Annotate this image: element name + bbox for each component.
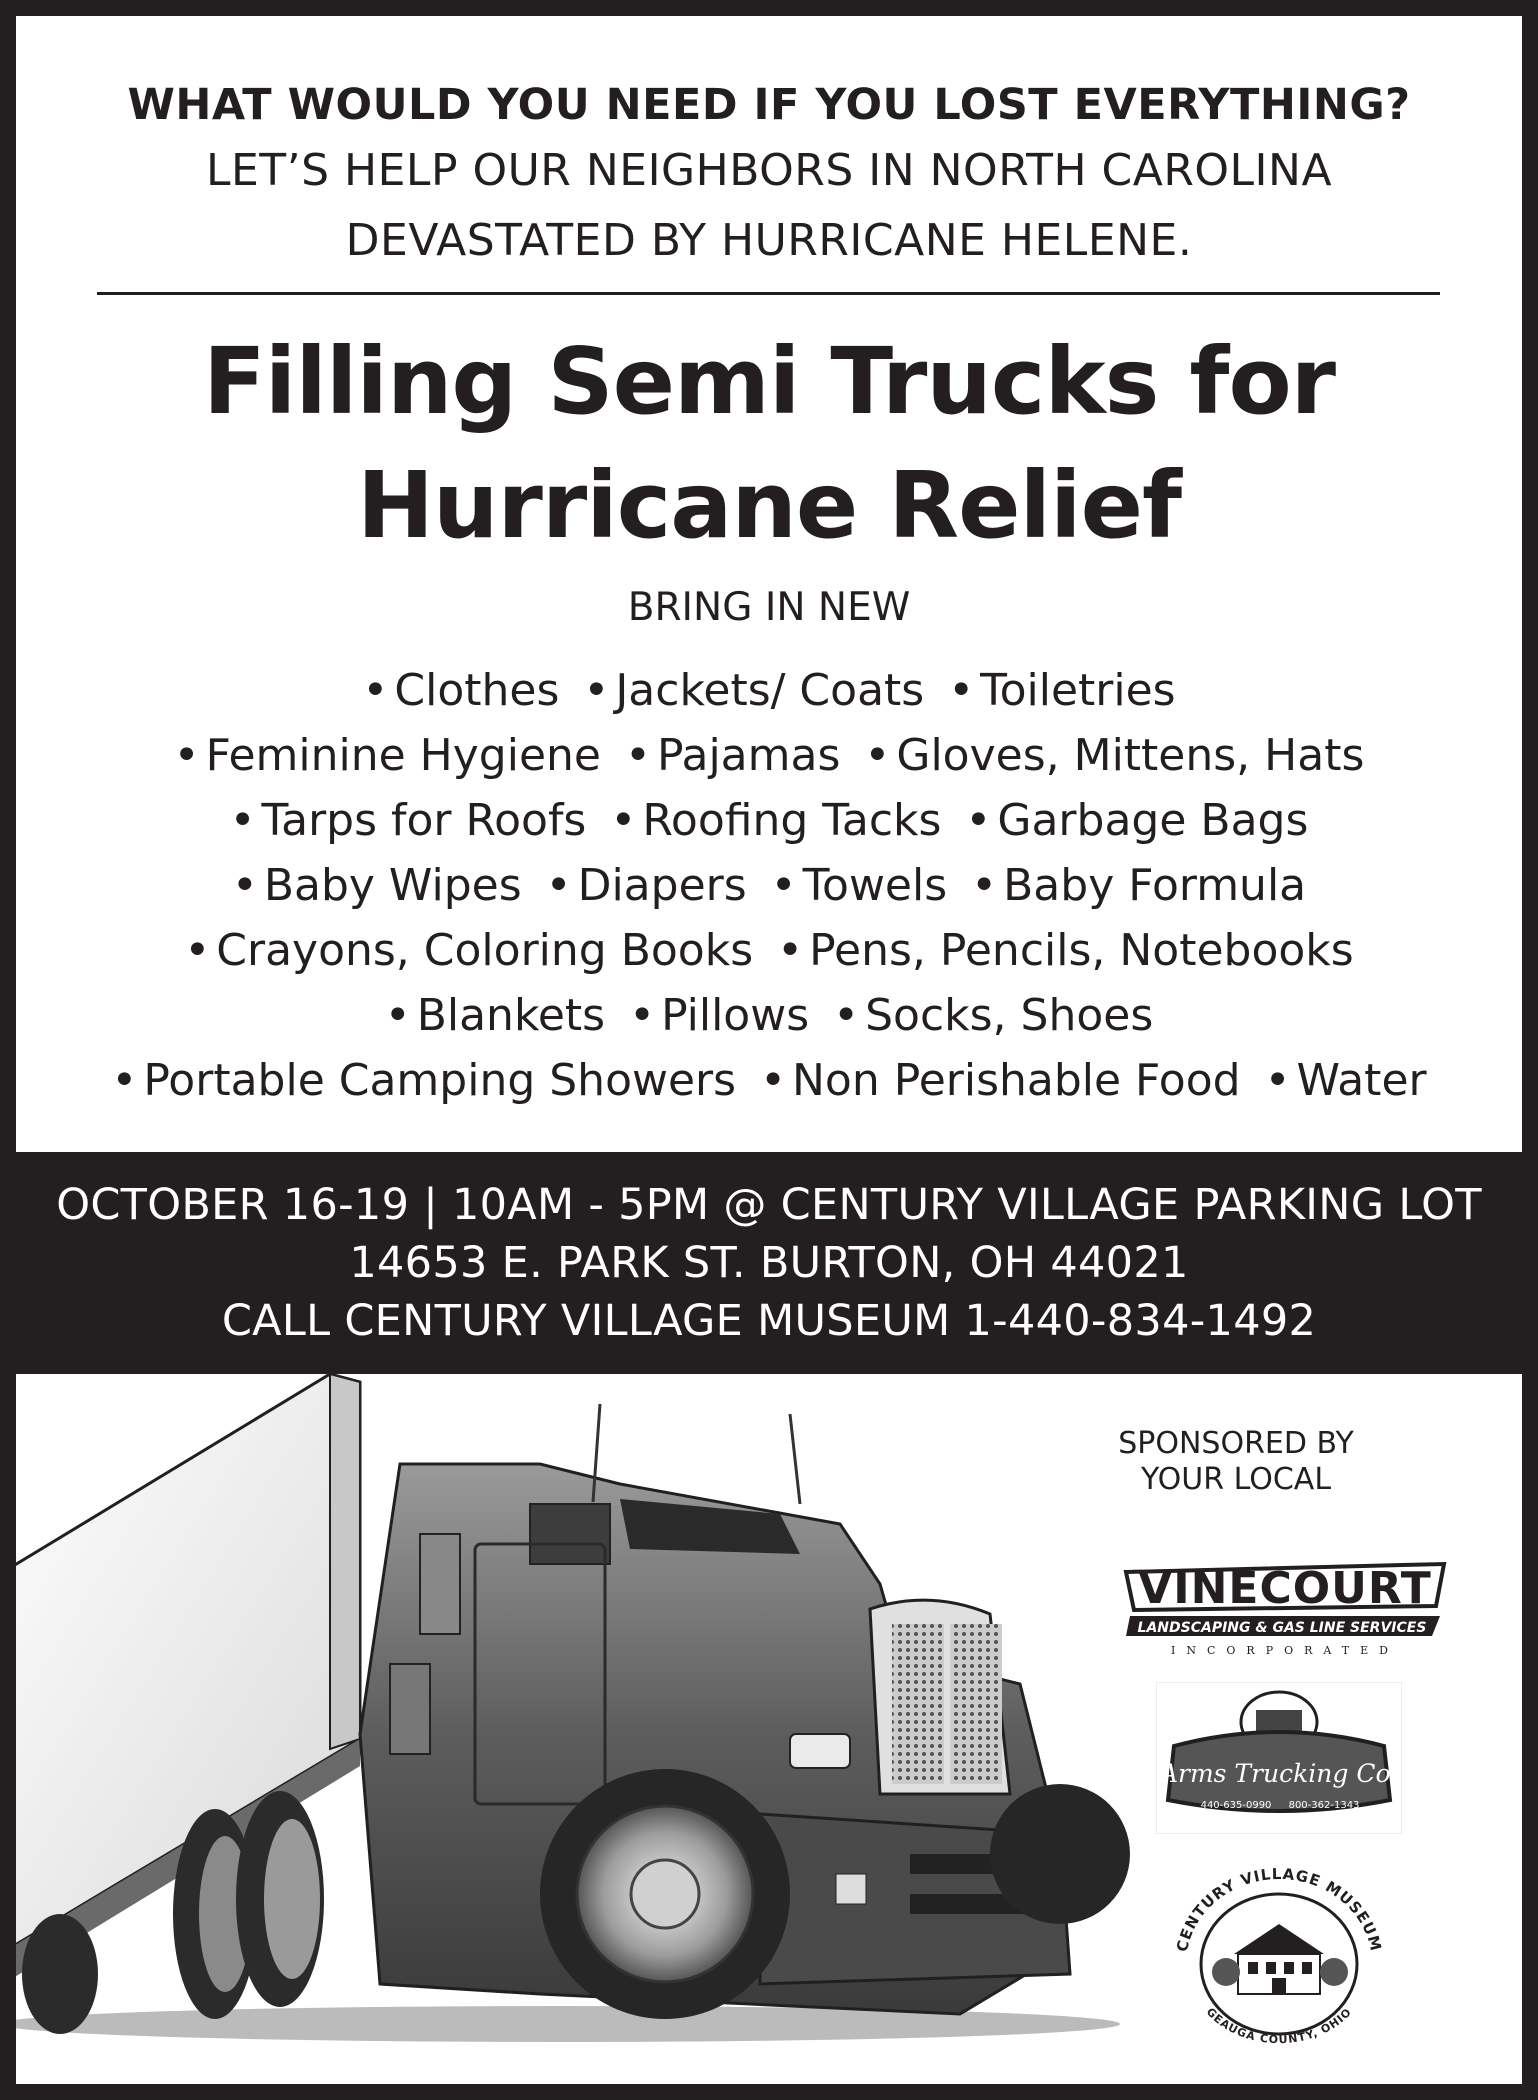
arms-phone-1: 440-635-0990 bbox=[1200, 1800, 1272, 1811]
list-item: • Gloves, Mittens, Hats bbox=[864, 723, 1364, 788]
list-item: • Baby Wipes bbox=[232, 853, 522, 918]
truck-icon bbox=[1256, 1710, 1302, 1732]
list-item: • Baby Formula bbox=[971, 853, 1306, 918]
event-address: 14653 E. PARK ST. BURTON, OH 44021 bbox=[349, 1238, 1189, 1288]
bottom-panel bbox=[16, 1374, 1522, 2084]
list-line bbox=[0, 723, 1538, 788]
list-item: • Toiletries bbox=[948, 658, 1175, 723]
list-line bbox=[0, 918, 1538, 983]
headline-question: WHAT WOULD YOU NEED IF YOU LOST EVERYTHING? bbox=[127, 80, 1411, 130]
page-title bbox=[0, 320, 1538, 568]
arms-phone-2: 800-362-1343 bbox=[1288, 1800, 1360, 1811]
list-item: • Crayons, Coloring Books bbox=[184, 918, 753, 983]
list-item: • Pillows bbox=[629, 983, 809, 1048]
arms-trucking-name: Arms Trucking Co. bbox=[1159, 1759, 1399, 1788]
list-line bbox=[0, 788, 1538, 853]
event-phone: CALL CENTURY VILLAGE MUSEUM 1-440-834-1492 bbox=[221, 1296, 1317, 1346]
sponsor-label bbox=[1106, 1426, 1366, 1498]
sponsor-line-1: SPONSORED BY bbox=[1118, 1426, 1354, 1461]
list-item: • Jackets/ Coats bbox=[583, 658, 924, 723]
divider bbox=[97, 292, 1440, 295]
vinecourt-wordmark: VINECOURT bbox=[1138, 1563, 1432, 1614]
list-line bbox=[0, 658, 1538, 723]
list-item: • Garbage Bags bbox=[965, 788, 1308, 853]
list-item: • Blankets bbox=[385, 983, 605, 1048]
list-line bbox=[0, 853, 1538, 918]
event-info-band bbox=[0, 1152, 1538, 1374]
vinecourt-logo bbox=[1120, 1554, 1450, 1664]
list-item: • Non Perishable Food bbox=[760, 1048, 1241, 1113]
list-item: • Water bbox=[1265, 1048, 1427, 1113]
list-item: • Diapers bbox=[546, 853, 747, 918]
semi-truck-illustration bbox=[16, 1374, 1140, 2084]
title-line-2: Hurricane Relief bbox=[356, 452, 1182, 559]
list-item: • Portable Camping Showers bbox=[111, 1048, 736, 1113]
headline-line-3: DEVASTATED BY HURRICANE HELENE. bbox=[345, 215, 1193, 266]
list-item: • Clothes bbox=[362, 658, 559, 723]
headline bbox=[0, 74, 1538, 276]
century-village-museum-logo bbox=[1156, 1854, 1402, 2050]
cvm-county: GEAUGA COUNTY, OHIO bbox=[1203, 2005, 1355, 2047]
vinecourt-tagline: LANDSCAPING & GAS LINE SERVICES bbox=[1137, 1620, 1427, 1636]
title-line-1: Filling Semi Trucks for bbox=[202, 328, 1336, 435]
cvm-title: CENTURY VILLAGE MUSEUM bbox=[1172, 1864, 1386, 1954]
list-item: • Roofing Tacks bbox=[610, 788, 941, 853]
list-item: • Socks, Shoes bbox=[833, 983, 1153, 1048]
list-line bbox=[0, 1048, 1538, 1113]
arms-trucking-logo bbox=[1156, 1682, 1402, 1834]
vinecourt-incorporated: INCORPORATED bbox=[1171, 1644, 1399, 1657]
headline-line-2: LET’S HELP OUR NEIGHBORS IN NORTH CAROLINA bbox=[205, 145, 1333, 196]
list-item: • Towels bbox=[771, 853, 947, 918]
list-line bbox=[0, 983, 1538, 1048]
sponsor-line-2: YOUR LOCAL bbox=[1140, 1462, 1332, 1497]
event-date-location: OCTOBER 16-19 | 10AM - 5PM @ CENTURY VILLAGE PARKING LOT bbox=[56, 1180, 1482, 1230]
list-item: • Pens, Pencils, Notebooks bbox=[777, 918, 1354, 983]
bring-in-label: BRING IN NEW bbox=[627, 585, 911, 630]
list-item: • Tarps for Roofs bbox=[230, 788, 587, 853]
donation-list bbox=[0, 658, 1538, 1113]
list-item: • Feminine Hygiene bbox=[174, 723, 601, 788]
list-item: • Pajamas bbox=[625, 723, 840, 788]
